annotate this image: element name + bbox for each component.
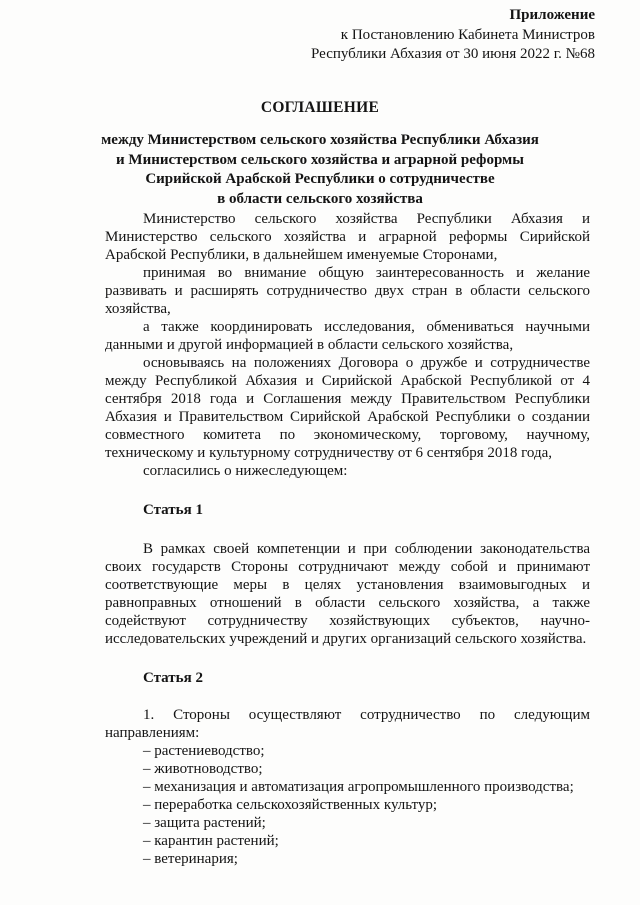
list-item: – карантин растений; bbox=[143, 833, 279, 849]
list-item: – растениеводство; bbox=[143, 743, 265, 759]
preamble-paragraph: согласились о нижеследующем: bbox=[143, 463, 348, 479]
subtitle-line: между Министерством сельского хозяйства Республики Абхазия bbox=[101, 132, 539, 148]
list-item: – защита растений; bbox=[143, 815, 266, 831]
list-item: – переработка сельскохозяйственных культур; bbox=[143, 797, 438, 813]
subtitle-line: Сирийской Арабской Республики о сотрудничестве bbox=[145, 171, 495, 187]
approval-stamp bbox=[311, 6, 595, 65]
article-2-heading: Статья 2 bbox=[143, 670, 203, 686]
document-subtitle bbox=[0, 131, 640, 209]
list-item: – ветеринария; bbox=[143, 851, 238, 867]
article-1-text: В рамках своей компетенции и при соблюдении законодательства своих государств Стороны сотрудничают между собой и принимают соответствующие меры в целях установления взаимовыгодных и равноправных отношений в области сельского хозяйства, а также содействуют сотрудничеству хозяйствующих субъектов, научно-исследовательских учреждений и других организаций сельского хозяйства. bbox=[105, 541, 590, 647]
preamble-paragraph: принимая во внимание общую заинтересованность и желание развивать и расширять сотрудничество двух стран в области сельского хозяйства, bbox=[105, 265, 590, 317]
approval-line: к Постановлению Кабинета Министров bbox=[340, 26, 595, 43]
article-1-heading: Статья 1 bbox=[143, 502, 203, 518]
approval-line: Республики Абхазия от 30 июня 2022 г. №68 bbox=[311, 46, 595, 62]
preamble-paragraph: основываясь на положениях Договора о дружбе и сотрудничестве между Республикой Абхазия и Сирийской Арабской Республикой от 4 сентября 2018 года и Соглашения между Правительством Республики Абхазия и Правительством Сирийской Арабской Республики о создании совместного комитета по экономическому, торговому, научному, техническому и культурному сотрудничеству от 6 сентября 2018 года, bbox=[105, 355, 590, 461]
document-title: СОГЛАШЕНИЕ bbox=[260, 99, 380, 116]
list-item: – механизация и автоматизация агропромышленного производства; bbox=[143, 779, 574, 795]
document-body bbox=[105, 210, 590, 868]
list-item: – животноводство; bbox=[143, 761, 263, 777]
approval-title: Приложение bbox=[509, 7, 595, 23]
cooperation-areas-list bbox=[105, 742, 590, 868]
preamble-paragraph: Министерство сельского хозяйства Республики Абхазия и Министерство сельского хозяйства и аграрной реформы Сирийской Арабской Республики, в дальнейшем именуемые Сторонами, bbox=[105, 211, 590, 263]
article-2-intro: 1. Стороны осуществляют сотрудничество по следующим направлениям: bbox=[105, 707, 590, 741]
subtitle-line: и Министерством сельского хозяйства и аграрной реформы bbox=[116, 151, 524, 168]
subtitle-line: в области сельского хозяйства bbox=[217, 190, 423, 207]
preamble-paragraph: а также координировать исследования, обмениваться научными данными и другой информацией в области сельского хозяйства, bbox=[105, 319, 590, 353]
